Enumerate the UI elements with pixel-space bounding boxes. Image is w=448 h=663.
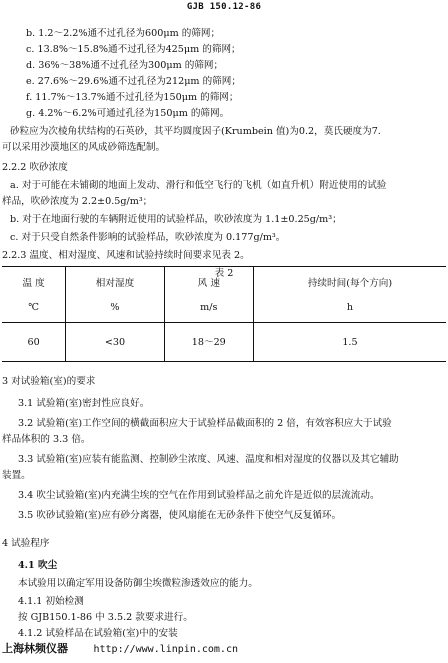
paragraph: 3.2 试验箱(室)工作空间的横截面积应大于试验样品截面积的 2 倍，有效容积应大于试验 — [18, 418, 392, 429]
sand-paragraph: 砂粒应为次棱角状结构的石英砂，其平均圆度因子(Krumbein 值)为0.2，莫氏硬度为7. — [10, 126, 381, 137]
sieve-item: g. 4.2%～6.2%可通过孔径为150μm 的筛网。 — [26, 108, 230, 119]
table-caption: 表 2 — [214, 268, 234, 279]
section-heading: 4 试验程序 — [2, 538, 50, 549]
section-heading: 4.1.1 初始检测 — [18, 596, 84, 607]
paragraph: c. 对于只受自然条件影响的试验样品，吹砂浓度为 0.177g/m³。 — [10, 232, 286, 243]
paragraph: 样品，吹砂浓度为 2.2±0.5g/m³； — [2, 196, 153, 207]
table-2 — [2, 266, 446, 362]
table-unit: m/s — [164, 296, 253, 323]
table-cell: 18～29 — [164, 323, 253, 362]
sieve-item: d. 36%～38%通不过孔径为300μm 的筛网； — [26, 60, 224, 71]
table-header: 相对湿度 — [66, 267, 164, 297]
paragraph: a. 对于可能在未铺砌的地面上发动、滑行和低空飞行的飞机（如直升机）附近使用的试验 — [10, 180, 387, 191]
table-cell: <30 — [66, 323, 164, 362]
page-header: GJB 150.12-86 — [186, 2, 262, 12]
footer — [2, 642, 238, 657]
footer-website-link[interactable]: http://www.linpin.com.cn — [93, 644, 238, 655]
paragraph: 3.5 吹砂试验箱(室)应有砂分离器，使风扇能在无砂条件下使空气反复循环。 — [18, 510, 342, 521]
table-unit: h — [253, 296, 446, 323]
table-cell: 60 — [2, 323, 66, 362]
table-unit: ℃ — [2, 296, 66, 323]
paragraph: 本试验用以确定军用设备防御尘埃微粒渗透效应的能力。 — [18, 578, 258, 589]
footer-company: 上海林频仪器 — [2, 642, 68, 655]
table-header: 持续时间(每个方向) — [253, 267, 446, 297]
sieve-item: e. 27.6%～29.6%通不过孔径为212μm 的筛网； — [26, 76, 241, 87]
sieve-item: b. 1.2～2.2%通不过孔径为600μm 的筛网； — [26, 28, 221, 39]
table-unit: % — [66, 296, 164, 323]
table-header: 风 速 — [164, 267, 253, 297]
table-header: 温 度 — [2, 267, 66, 297]
paragraph: 3.4 吹尘试验箱(室)内充满尘埃的空气在作用到试验样品之前允许是近似的层流流动。 — [18, 490, 380, 501]
section-heading: 4.1 吹尘 — [18, 560, 58, 571]
section-heading: 2.2.2 吹砂浓度 — [2, 162, 68, 173]
section-heading: 4.1.2 试验样品在试验箱(室)中的安装 — [18, 628, 178, 639]
sand-paragraph: 可以采用沙漠地区的风成砂筛选配制。 — [2, 142, 166, 153]
paragraph: 3.3 试验箱(室)应装有能监测、控制砂尘浓度、风速、温度和相对湿度的仪器以及其它辅助 — [18, 454, 399, 465]
sieve-item: f. 11.7%～13.7%通不过孔径为150μm 的筛网； — [26, 92, 239, 103]
paragraph: b. 对于在地面行驶的车辆附近使用的试验样品，吹砂浓度为 1.1±0.25g/m³； — [10, 214, 342, 225]
paragraph: 样品体积的 3.3 倍。 — [2, 434, 91, 445]
sieve-item: c. 13.8%～15.8%通不过孔径为425μm 的筛网； — [26, 44, 241, 55]
section-heading: 2.2.3 温度、相对湿度、风速和试验持续时间要求见表 2。 — [2, 250, 250, 261]
table-cell: 1.5 — [253, 323, 446, 362]
paragraph: 按 GJB150.1-86 中 3.5.2 款要求进行。 — [18, 612, 193, 623]
paragraph: 3.1 试验箱(室)密封性应良好。 — [18, 398, 150, 409]
paragraph: 装置。 — [2, 470, 31, 481]
section-heading: 3 对试验箱(室)的要求 — [2, 376, 96, 387]
